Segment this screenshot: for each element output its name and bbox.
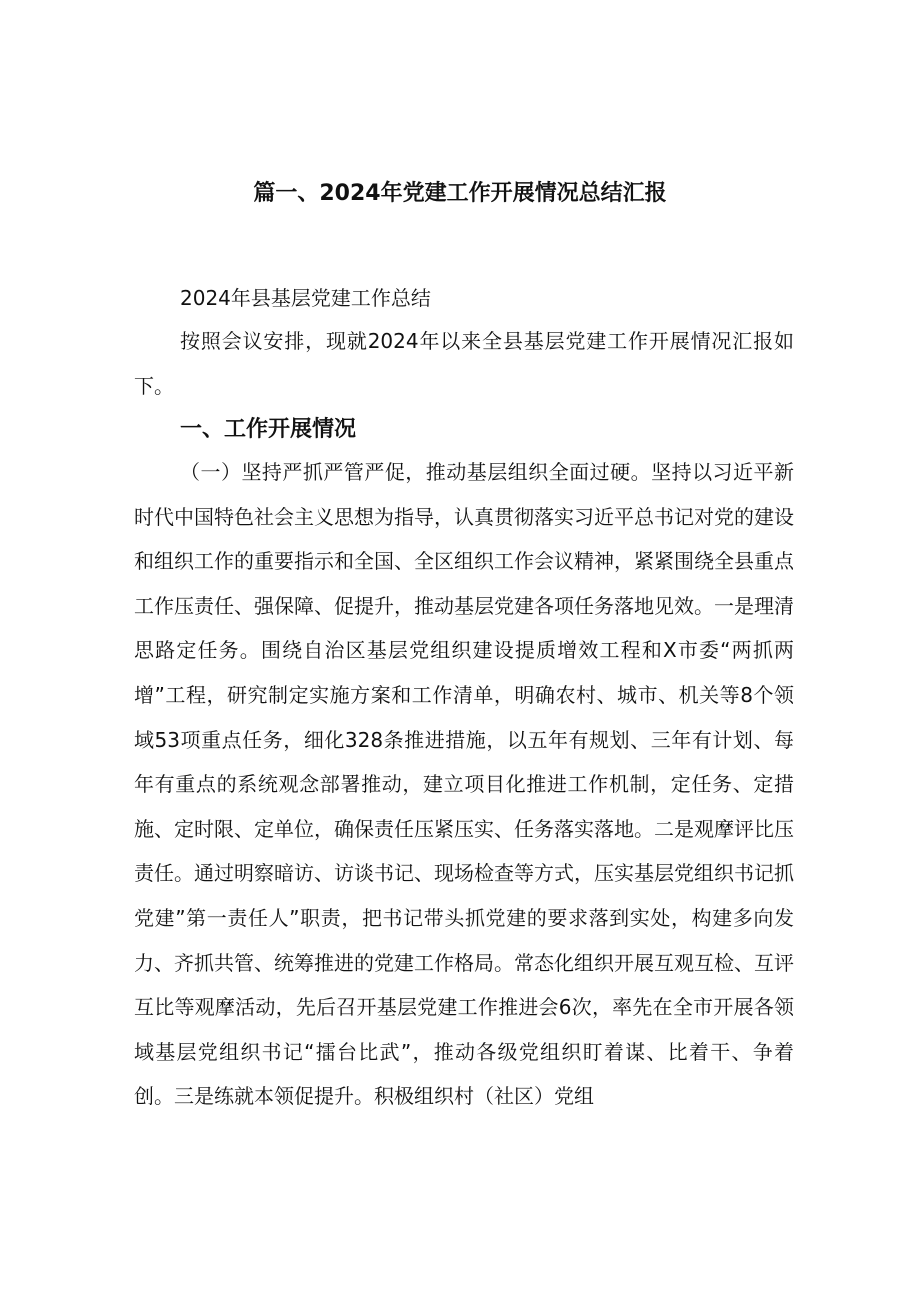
document-subtitle: 2024年县基层党建工作总结 [180, 286, 431, 310]
document-title: 篇一、2024年党建工作开展情况总结汇报 [253, 181, 667, 206]
intro-paragraph: 按照会议安排，现就2024年以来全县基层党建工作开展情况汇报如下。 [134, 329, 794, 398]
body-paragraph: （一）坚持严抓严管严促，推动基层组织全面过硬。坚持以习近平新时代中国特色社会主义思想为指导，认真贯彻落实习近平总书记对党的建设和组织工作的重要指示和全国、全区组织工作会议精神，紧紧围绕全县重点工作压责任、强保障、促提升，推动基层党建各项任务落地见效。一是理清思路定任务。围绕自治区基层党组织建设提质增效工程和X市委“两抓两增”工程，研究制定实施方案和工作清单，明确农村、城市、机关等8个领域53项重点任务，细化328条推进措施，以五年有规划、三年有计划、每年有重点的系统观念部署推动，建立项目化推进工作机制，定任务、定措施、定时限、定单位，确保责任压紧压实、任务落实落地。二是观摩评比压责任。通过明察暗访、访谈书记、现场检查等方式，压实基层党组织书记抓党建”第一责任人”职责，把书记带头抓党建的要求落到实处，构建多向发力、齐抓共管、统筹推进的党建工作格局。常态化组织开展互观互检、互评互比等观摩活动，先后召开基层党建工作推进会6次，率先在全市开展各领域基层党组织书记“擂台比武”，推动各级党组织盯着谋、比着干、争着创。三是练就本领促提升。积极组织村（社区）党组 [134, 460, 794, 1109]
section-heading: 一、工作开展情况 [180, 417, 357, 442]
